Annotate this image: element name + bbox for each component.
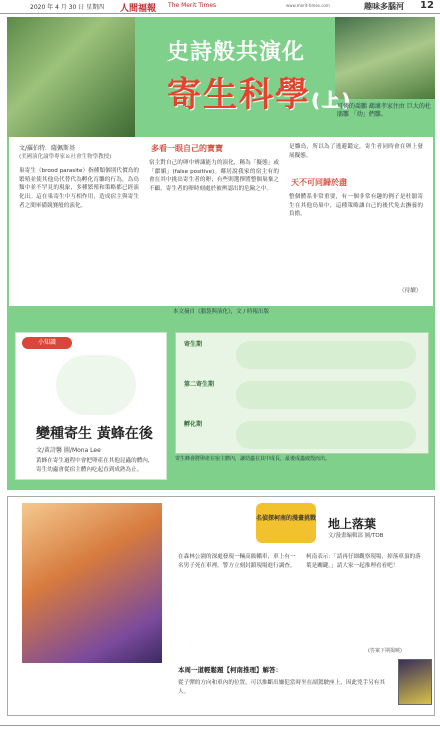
website-url: www.merit-times.com (286, 3, 330, 8)
newspaper-logo: 人間福報 (120, 4, 157, 14)
qa-answer: 從子彈的方向和車內的位置，可以推斷出嫌犯當時坐在副駕駛座上，因此兇手另有其人。 (178, 680, 385, 695)
article-col-4: 整個體系非常重要，有一個非常有趣的例子是杜鵑寄生在其他鳥巢中，這種策略讓自己的後代免去撫養的負擔。 (289, 194, 423, 218)
article-col-2: 宿主對自己的卵中辨識能力的演化，稱為「擬態」或「獻媚」(false positive)。鄰居說我家的宿主有的會在其中挑出寄生者的卵；有些則選擇將整個巢棄之不顧。寄生者的卵時刻處於被辨認出的危險之中。 (149, 160, 279, 192)
section2-text: 黃蜂在寄生過程中會把卵產在其他昆蟲的體內，寄生幼蟲會從宿主體內吃起直到成熟為止。 (36, 458, 154, 473)
parasite-wasp-section (7, 318, 435, 490)
page-number: 12 (420, 0, 434, 11)
life-cycle-diagram (175, 332, 429, 454)
diagram-caption: 寄生蜂會將卵產在宿主體內，讓幼蟲在其中成長，最後成蟲破殼而出。 (175, 456, 331, 462)
comic-illustration (22, 503, 162, 663)
bird-photo (7, 17, 135, 137)
knowledge-tag: 小知識 (22, 337, 72, 349)
section3-author: 文/漫畫編輯部 圖/TOB (328, 533, 384, 539)
section-name: 趣味多腦河 (364, 2, 404, 11)
section2-title: 變種寄生 黃蜂在後 (36, 426, 153, 442)
section2-author: 文/黃詩馨 圖/Mona Lee (36, 447, 101, 454)
feature-banner (7, 17, 435, 137)
book-cover (398, 659, 432, 705)
section3-col-1: 在森林公園的深處發現一輛高級轎車，車上有一名男子死在車裡。警方立刻封鎖現場進行調查。 (178, 554, 296, 569)
footer-rule (0, 725, 440, 726)
article-credit: 本文摘自《腦袋與演化》，文 / 時報出版 (7, 306, 435, 318)
byline (19, 143, 139, 160)
article-col-1: 巢寄生（brood parasite）指種類個別代價鳥的繁殖並使其他鳥代替代為孵化育雛的行為，為鳥類中並不罕見的現象，多種繁殖和策略都已經演化出。這在巢寄生中互相作用，造成宿主與寄生者之間軍備競賽般的演化。 (19, 168, 139, 209)
diagram-label-1: 寄生期 (184, 341, 203, 348)
main-article (7, 137, 435, 331)
info-card (15, 332, 167, 480)
stage-row-1 (236, 341, 416, 369)
issue-date: 2020 年 4 月 30 日 星期四 (30, 4, 105, 11)
to-be-continued: （待續） (399, 288, 422, 294)
stage-row-2 (236, 381, 416, 409)
answer-next-issue: (答案下期揭曉) (368, 648, 402, 654)
photo-caption: 可憐的喬鵬 鵡壞孝家住由 巨大的杜鵑雛 「幼」們雛。 (337, 103, 431, 118)
article-col-3: 是雛鳥，所以為了逃避鑑定，寄生者同時會在卵上發展擬態。 (289, 144, 423, 159)
banner-title-part: (上) (311, 90, 352, 111)
section3-title: 地上落葉 (328, 517, 377, 531)
conan-badge: 名偵探柯南的漫畫挑戰 (256, 503, 316, 543)
banner-title-main: 寄生科學 (167, 75, 311, 115)
qa-title: 本周一道輕鬆題【柯南推理】解答： (178, 666, 282, 674)
diagram-label-3: 孵化期 (184, 421, 203, 428)
detective-comic-section (7, 496, 435, 716)
banner-title (167, 67, 351, 116)
diagram-label-2: 第二寄生期 (184, 381, 215, 388)
subheading-2: 天不可同歸於盡 (291, 178, 347, 187)
banner-subtitle: 史詩般共演化 (167, 40, 306, 65)
byline-org: (美國演化論學專家＆社會生物學教授) (19, 154, 112, 160)
newspaper-logo-en: The Merit Times (168, 2, 217, 9)
section3-col-2: 柯南表示：「請再仔細觀察現場，掉落車頂的落葉是關鍵。」請大家一起推理看看吧！ (306, 554, 421, 569)
wasp-illustration (56, 355, 136, 415)
stage-row-3 (236, 421, 416, 449)
page-header (0, 0, 440, 14)
byline-author: 文/羅伯特．薩佩斯基 (19, 145, 76, 152)
subheading-1: 多看一眼自己的寶寶 (151, 144, 223, 153)
